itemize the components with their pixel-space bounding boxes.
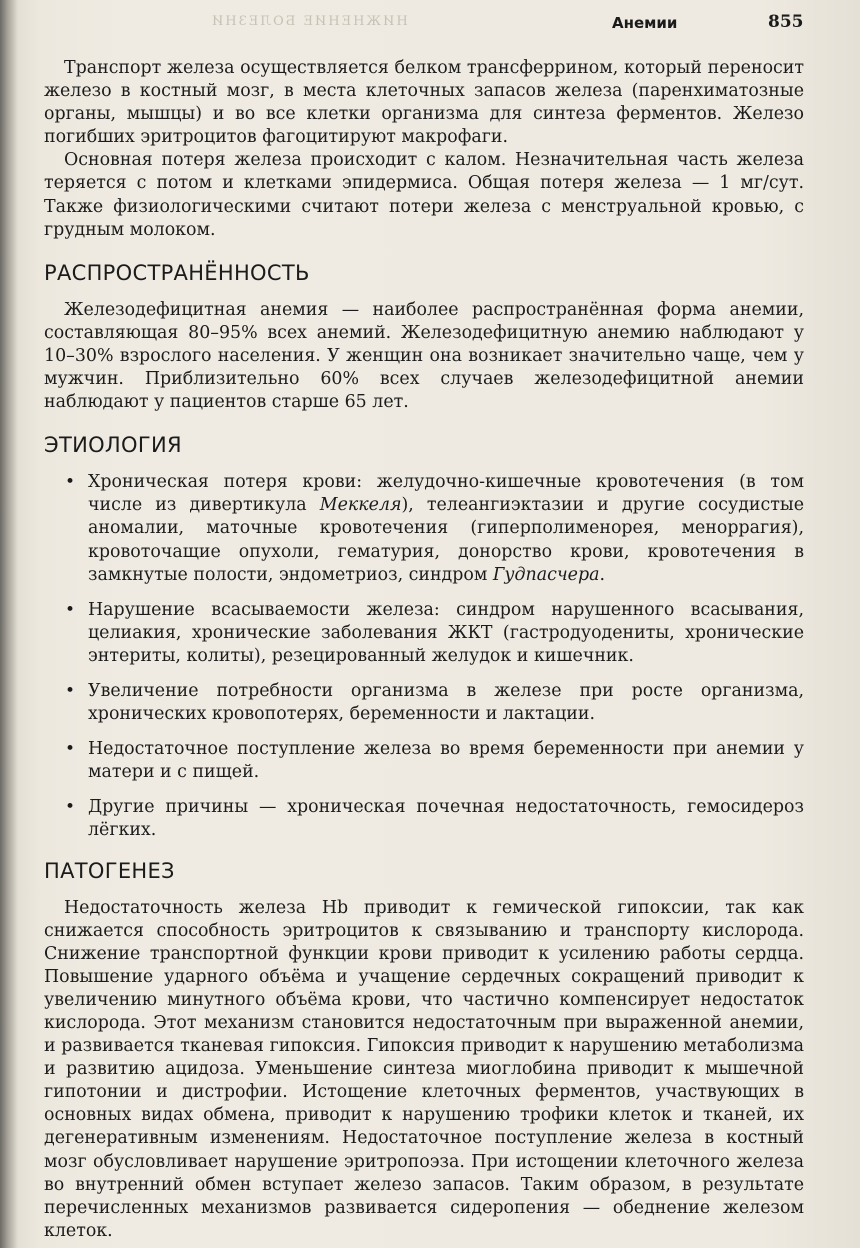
page-number: 855 [768, 12, 804, 32]
intro-paragraph-2: Основная потеря железа происходит с калом. Незначительная часть железа теряется с потом и клетками эпидермиса. Общая потеря железа — 1 мг/сут. Также физиологическими считают потери железа с менструальной кровью, с грудным молоком. [44, 150, 804, 240]
list-item: • Нарушение всасываемости железа: синдром нарушенного всасывания, целиакия, хронические заболевания ЖКТ (гастродуодениты, хронические энтериты, колиты), резецированный желудок и кишечник. [44, 599, 804, 668]
list-item: • Увеличение потребности организма в железе при росте организма, хронических кровопотерях, беременности и лактации. [44, 680, 804, 726]
prevalence-paragraph: Железодефицитная анемия — наиболее распространённая форма анемии, составляющая 80–95% всех анемий. Железодефицитную анемию наблюдают у 10–30% взрослого населения. У женщин она возникает значительно чаще, чем у мужчин. Приблизительно 60% всех случаев железодефицитной анемии наблюдают у пациентов старше 65 лет. [44, 299, 804, 413]
list-item [44, 471, 804, 586]
pathogenesis-paragraph: Недостаточность железа Hb приводит к гемической гипоксии, так как снижается способность эритроцитов к связыванию и транспорту кислорода. Снижение транспортной функции крови приводит к усилению работы сердца. Повышение ударного объёма и учащение сердечных сокращений приводит к увеличению минутного объёма крови, что частично компенсирует недостаток кислорода. Этот механизм становится недостаточным при выраженной анемии, и развивается тканевая гипоксия. Гипоксия приводит к нарушению метаболизма и развитию ацидоза. Уменьшение синтеза миоглобина приводит к мышечной гипотонии и дистрофии. Истощение клеточных ферментов, участвующих в основных видах обмена, приводит к нарушению трофики клеток и тканей, их дегенеративным изменениям. Недостаточное поступление железа в костный мозг обусловливает нарушение эритропоэза. При истощении клеточного железа во внутренний обмен вступает железо запасов. Таким образом, в результате перечисленных механизмов развивается сидеропения — обеднение железом клеток. [44, 897, 804, 1241]
page-gutter-shadow [0, 0, 18, 1248]
eponym-meckel: Меккеля [319, 495, 402, 516]
eponym-goodpasture: Гудпасчера [492, 564, 600, 585]
bleed-through-header: НИЖНЕНИЕ БОЛЕЗНИ [210, 14, 408, 29]
list-item-text: ), телеангиэктазии и другие сосудистые аномалии, маточные кровотечения (гиперполименорея, меноррагия), кровоточащие опухоли, гематурия, донорство крови, кровотечения в замкнутые полости, эндометриоз, синдром [88, 495, 804, 585]
list-item: • Недостаточное поступление железа во время беременности при анемии у матери и с пищей. [44, 738, 804, 784]
heading-prevalence: РАСПРОСТРАНЁННОСТЬ [44, 260, 310, 285]
list-item-text: . [599, 564, 605, 585]
page-body [44, 57, 804, 1243]
list-item-text: Хроническая потеря крови: желудочно-кишечные кровотечения (в том числе из дивертикула [88, 472, 804, 516]
running-head-title: Анемии [612, 14, 678, 32]
running-head [0, 10, 860, 38]
list-item: • Другие причины — хроническая почечная недостаточность, гемосидероз лёгких. [44, 796, 804, 842]
etiology-list [44, 471, 804, 842]
heading-pathogenesis: ПАТОГЕНЕЗ [44, 858, 175, 883]
heading-etiology: ЭТИОЛОГИЯ [44, 433, 182, 458]
intro-paragraph-1: Транспорт железа осуществляется белком трансферрином, который переносит железо в костный мозг, в места клеточных запасов железа (паренхиматозные органы, мышцы) и во все клетки организма для синтеза ферментов. Железо погибших эритроцитов фагоцитируют макрофаги. [44, 58, 804, 148]
